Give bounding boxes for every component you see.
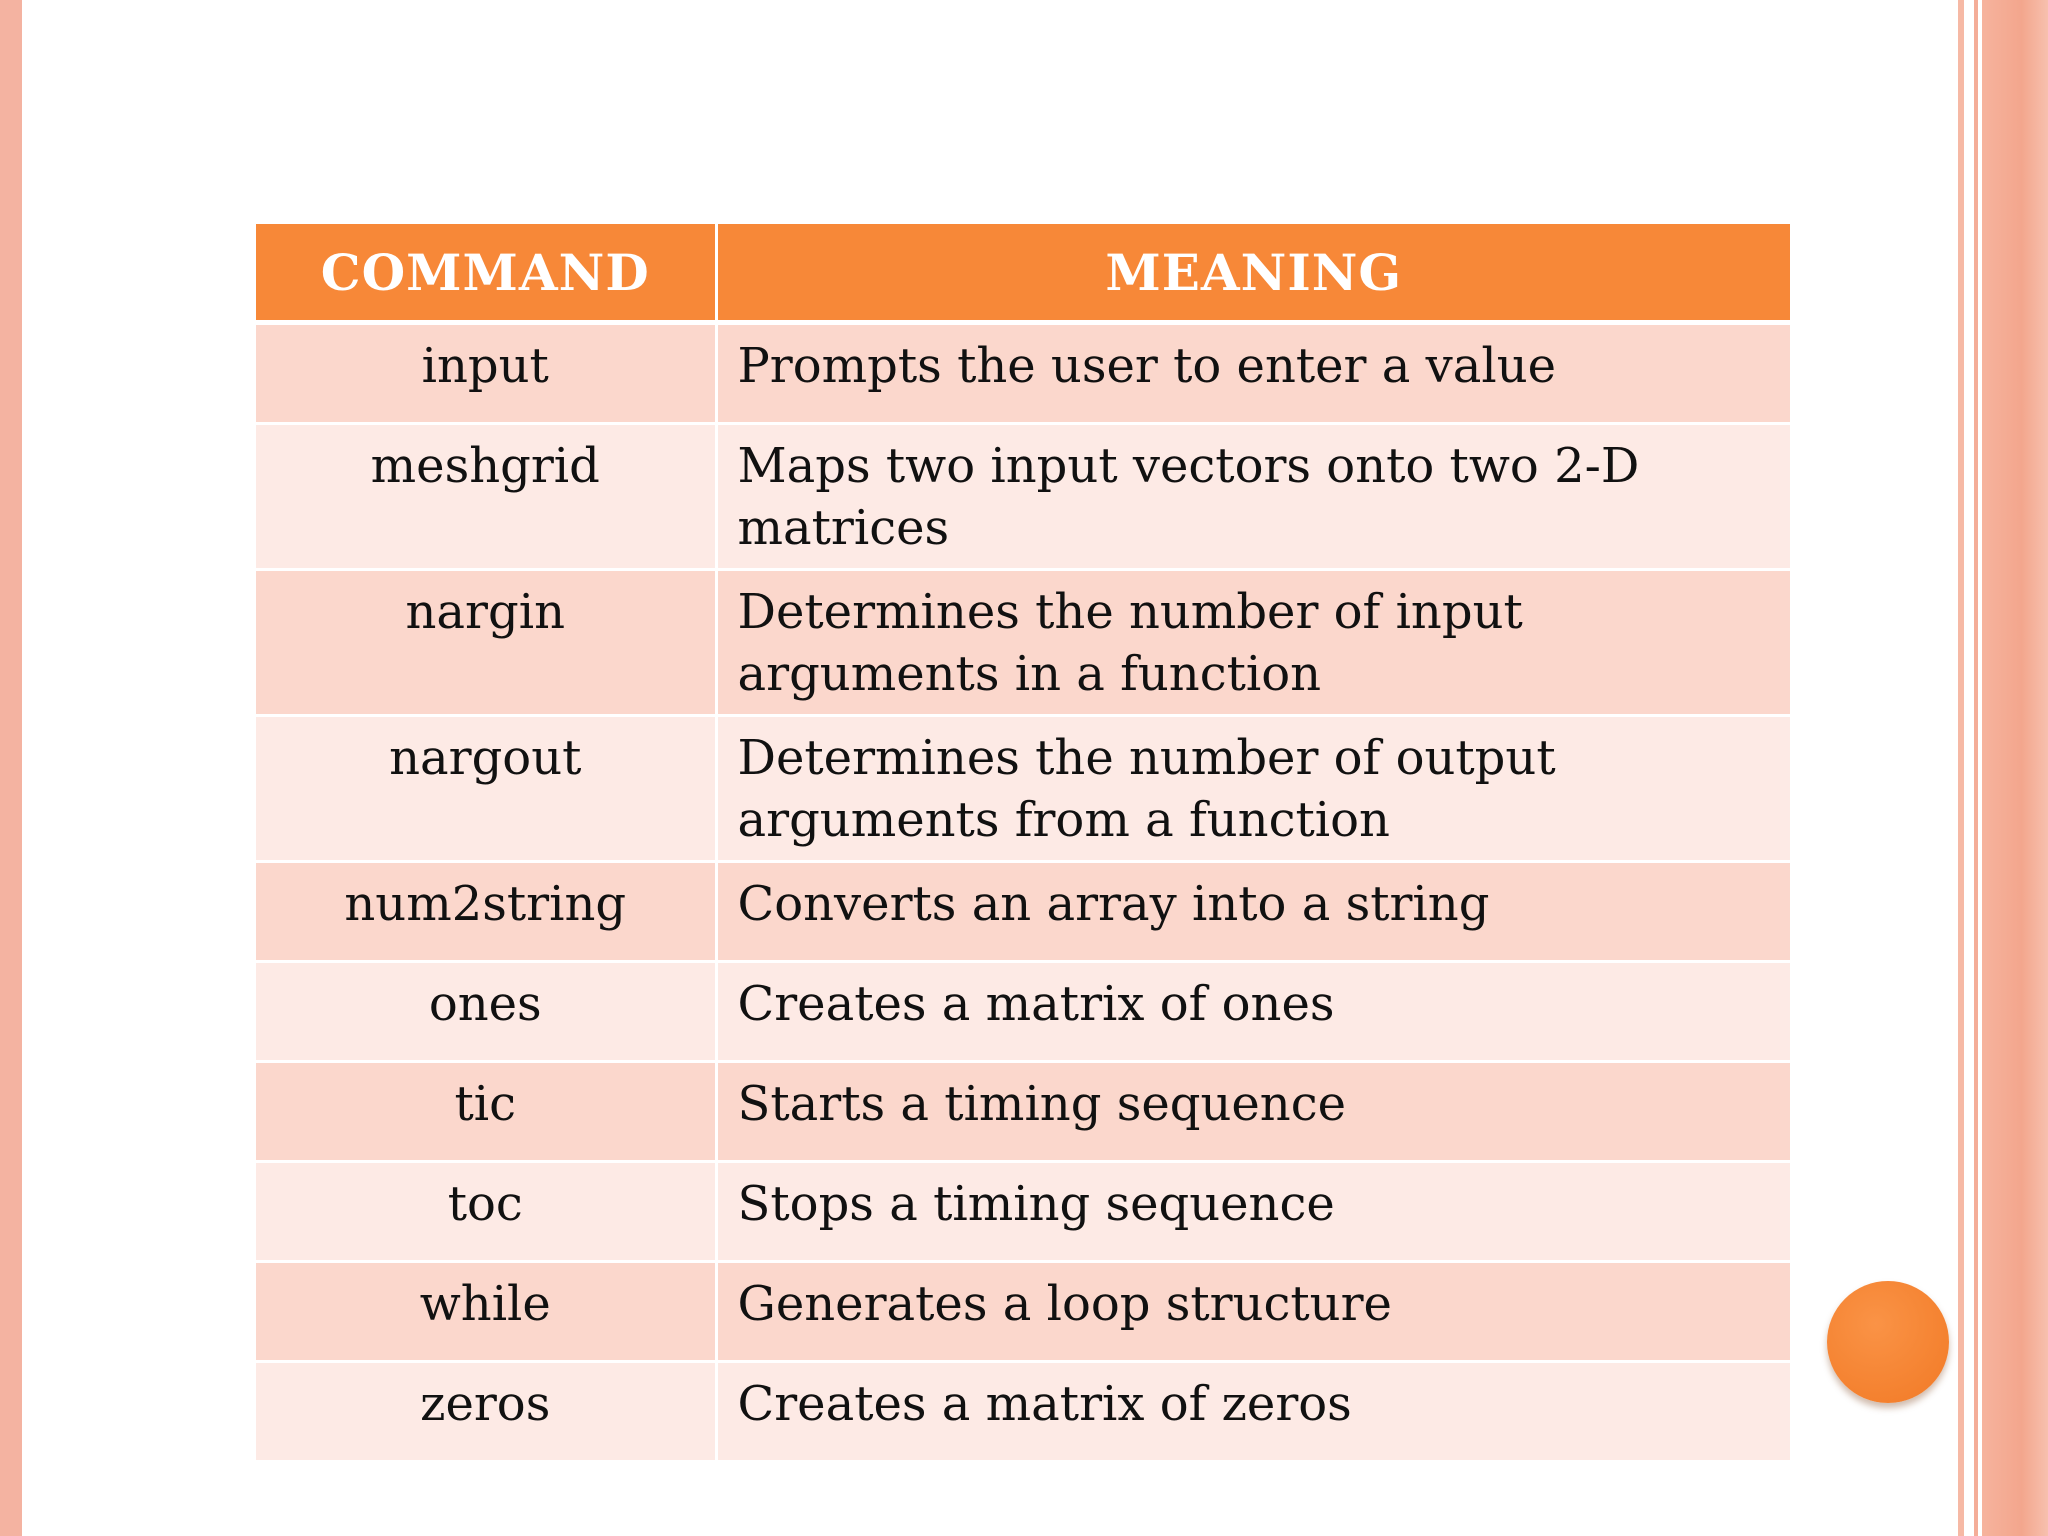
meaning-cell: Starts a timing sequence (716, 1062, 1790, 1162)
meaning-cell: Creates a matrix of zeros (716, 1362, 1790, 1462)
command-cell: while (256, 1262, 716, 1362)
command-cell: nargin (256, 570, 716, 716)
table-row (256, 424, 1790, 570)
orange-circle-decoration (1827, 1281, 1949, 1403)
command-cell: zeros (256, 1362, 716, 1462)
stripe-wide (1982, 0, 2048, 1536)
table-row (256, 962, 1790, 1062)
table-row (256, 716, 1790, 862)
table-row (256, 1262, 1790, 1362)
stripe-gap (1964, 0, 1974, 1536)
left-decorative-bar (0, 0, 22, 1536)
command-cell: nargout (256, 716, 716, 862)
command-cell: tic (256, 1062, 716, 1162)
meaning-cell: Maps two input vectors onto two 2-D matrices (716, 424, 1790, 570)
meaning-cell: Converts an array into a string (716, 862, 1790, 962)
table-header-row (256, 224, 1790, 323)
meaning-cell: Determines the number of output arguments from a function (716, 716, 1790, 862)
right-decorative-stripes (1958, 0, 2048, 1536)
command-cell: ones (256, 962, 716, 1062)
command-cell: meshgrid (256, 424, 716, 570)
command-table (256, 224, 1790, 1463)
table-row (256, 570, 1790, 716)
meaning-cell: Creates a matrix of ones (716, 962, 1790, 1062)
table-row (256, 1062, 1790, 1162)
meaning-cell: Prompts the user to enter a value (716, 323, 1790, 424)
header-command: COMMAND (256, 224, 716, 323)
command-cell: toc (256, 1162, 716, 1262)
table-row (256, 862, 1790, 962)
meaning-cell: Generates a loop structure (716, 1262, 1790, 1362)
meaning-cell: Stops a timing sequence (716, 1162, 1790, 1262)
table-row (256, 323, 1790, 424)
meaning-cell: Determines the number of input arguments in a function (716, 570, 1790, 716)
header-meaning: MEANING (716, 224, 1790, 323)
table-row (256, 1162, 1790, 1262)
command-cell: input (256, 323, 716, 424)
command-cell: num2string (256, 862, 716, 962)
table-row (256, 1362, 1790, 1462)
